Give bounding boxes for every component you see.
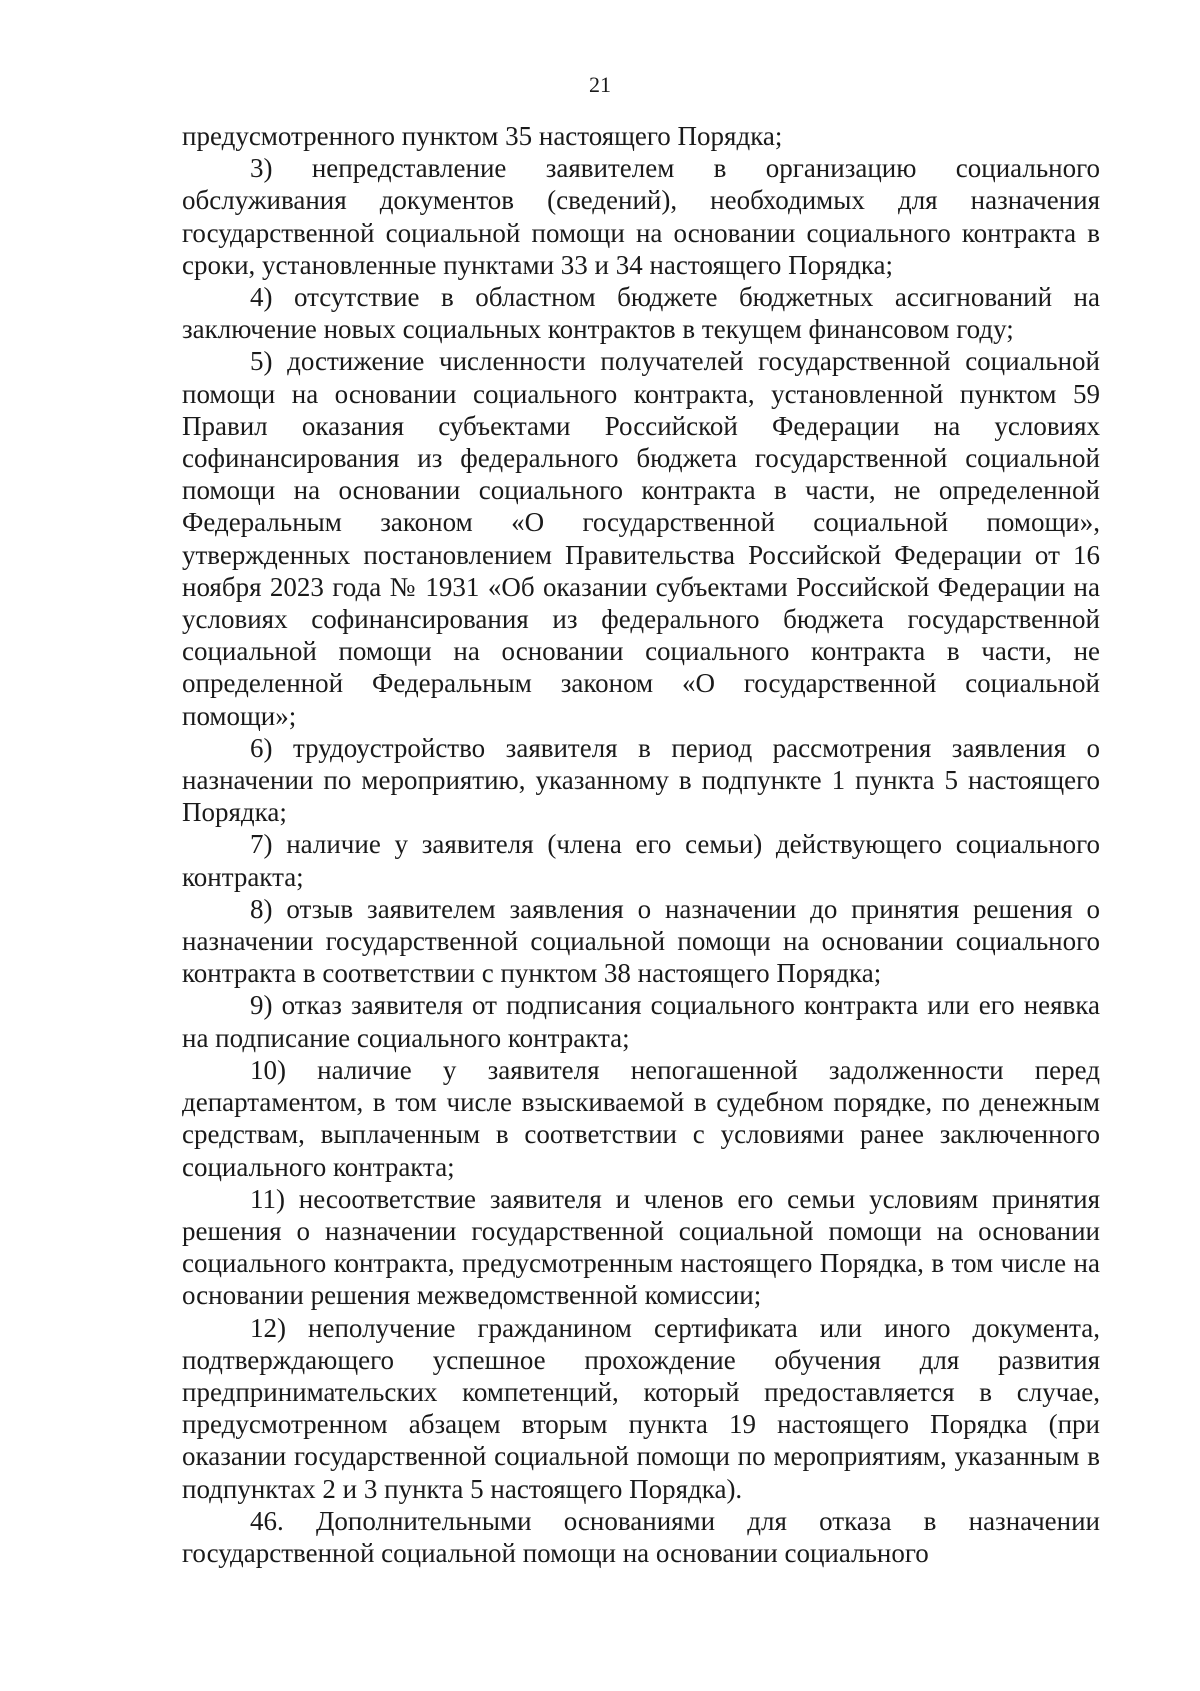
document-body bbox=[182, 120, 1100, 1569]
paragraph-item-10: 10) наличие у заявителя непогашенной задолженности перед департаментом, в том числе взыскиваемой в судебном порядке, по денежным средствам, выплаченным в соответствии с условиями ранее заключенного социального контракта; bbox=[182, 1054, 1100, 1182]
paragraph-item-3: 3) непредставление заявителем в организацию социального обслуживания документов (сведений), необходимых для назначения государственной социальной помощи на основании социального контракта в сроки, установленные пунктами 33 и 34 настоящего Порядка; bbox=[182, 153, 1100, 280]
paragraph-item-12: 12) неполучение гражданином сертификата или иного документа, подтверждающего успешное прохождение обучения для развития предпринимательских компетенций, который предоставляется в случае, предусмотренном абзацем вторым пункта 19 настоящего Порядка (при оказании государственной социальной помощи по мероприятиям, указанным в подпунктах 2 и 3 пункта 5 настоящего Порядка). bbox=[182, 1312, 1100, 1504]
paragraph-item-8: 8) отзыв заявителем заявления о назначении до принятия решения о назначении государственной социальной помощи на основании социального контракта в соответствии с пунктом 38 настоящего Порядка; bbox=[182, 893, 1100, 989]
paragraph-item-6: 6) трудоустройство заявителя в период рассмотрения заявления о назначении по мероприятию, указанному в подпункте 1 пункта 5 настоящего Порядка; bbox=[182, 732, 1100, 828]
paragraph-item-9: 9) отказ заявителя от подписания социального контракта или его неявка на подписание социального контракта; bbox=[182, 990, 1100, 1053]
paragraph-item-4: 4) отсутствие в областном бюджете бюджетных ассигнований на заключение новых социальных контрактов в текущем финансовом году; bbox=[182, 282, 1100, 345]
paragraph-item-11: 11) несоответствие заявителя и членов его семьи условиям принятия решения о назначении государственной социальной помощи на основании социального контракта, предусмотренным настоящего Порядка, в том числе на основании решения межведомственной комиссии; bbox=[182, 1183, 1100, 1311]
paragraph-item-7: 7) наличие у заявителя (члена его семьи) действующего социального контракта; bbox=[182, 829, 1100, 892]
page-number: 21 bbox=[589, 72, 611, 97]
paragraph-section-46: 46. Дополнительными основаниями для отказа в назначении государственной социальной помощи на основании социального bbox=[182, 1505, 1100, 1568]
paragraph-item-5: 5) достижение численности получателей государственной социальной помощи на основании социального контракта, установленной пунктом 59 Правил оказания субъектами Российской Федерации на условиях софинансирования из федерального бюджета государственной социальной помощи на основании социального контракта в части, не определенной Федеральным законом «О государственной социальной помощи», утвержденных постановлением Правительства Российской Федерации от 16 ноября 2023 года № 1931 «Об оказании субъектами Российской Федерации на условиях софинансирования из федерального бюджета государственной социальной помощи на основании социального контракта в части, не определенной Федеральным законом «О государственной социальной помощи»; bbox=[182, 346, 1100, 731]
paragraph-continuation: предусмотренного пунктом 35 настоящего Порядка; bbox=[182, 121, 783, 151]
